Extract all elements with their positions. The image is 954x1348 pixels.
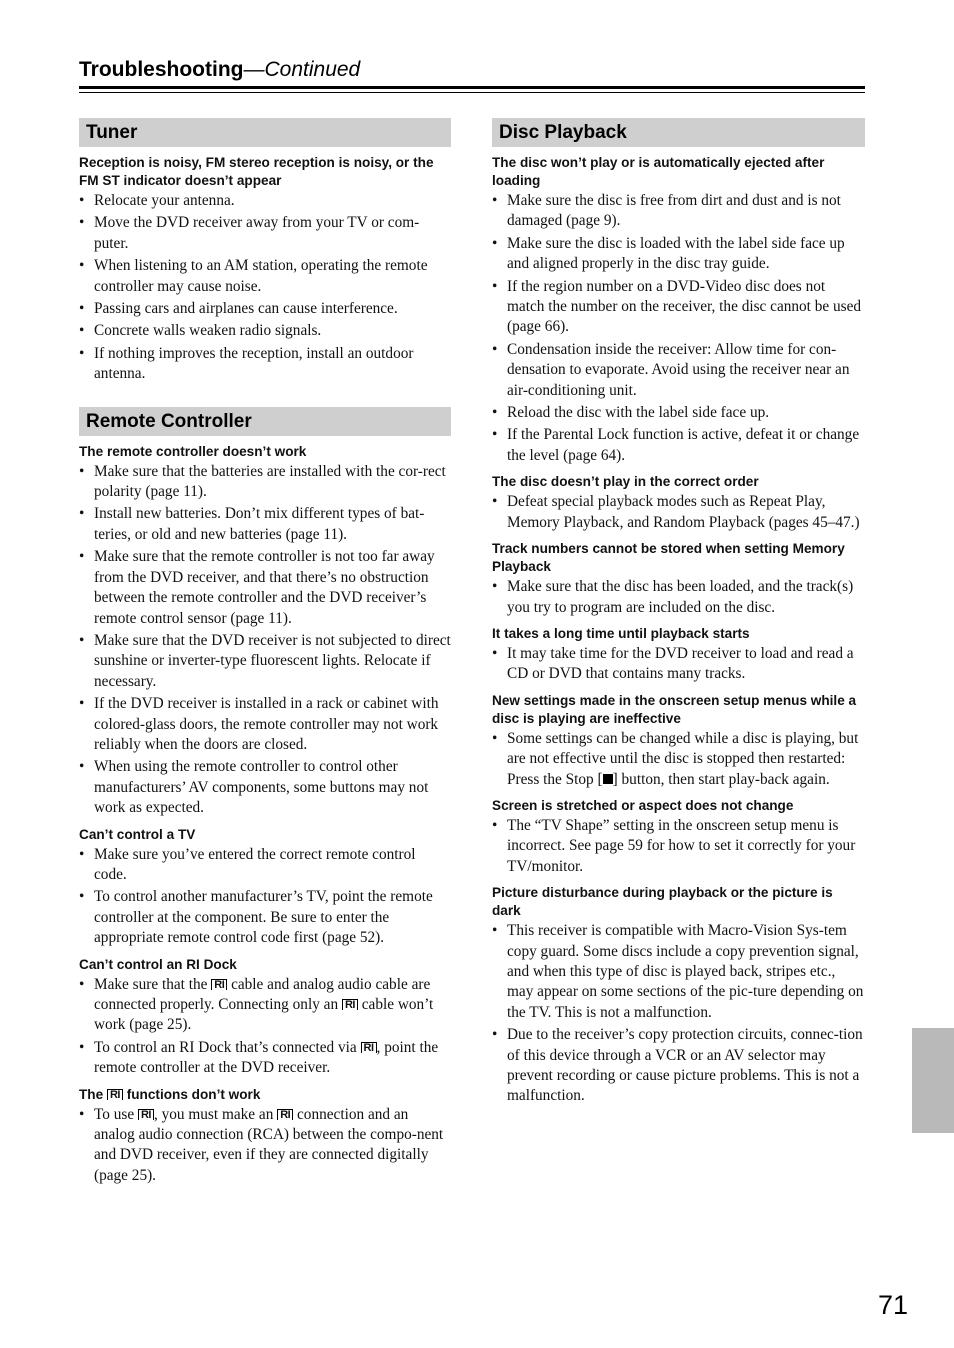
stop-icon [603, 774, 613, 784]
list-item: • Concrete walls weaken radio signals. [79, 321, 451, 341]
list-item: • Make sure that the remote controller is not too far away from the DVD receiver, and that there’s no obstruction between the remote controller and the DVD receiver’s remote control sensor (page 11). [79, 547, 451, 629]
list-item: • Make sure the disc is free from dirt and dust and is not damaged (page 9). [492, 191, 865, 232]
problem-title: Track numbers cannot be stored when setting Memory Playback [492, 541, 845, 575]
solution-list [79, 845, 451, 949]
page-title: Troubleshooting—Continued [79, 58, 361, 81]
list-item: • Move the DVD receiver away from your TV or com-puter. [79, 213, 451, 254]
section-heading-remote-controller: Remote Controller [79, 407, 451, 436]
header-rule-thick [79, 86, 865, 89]
page-number: 71 [878, 1290, 909, 1320]
list-item: • Make sure that the disc has been loaded, and the track(s) you try to program are included on the disc. [492, 577, 865, 618]
list-item: • If the DVD receiver is installed in a rack or cabinet with colored-glass doors, the remote controller may not work reliably when the doors are closed. [79, 694, 451, 755]
section-heading-tuner: Tuner [79, 118, 451, 147]
list-item: • Condensation inside the receiver: Allow time for con-densation to evaporate. Avoid using the receiver near an air-conditioning unit. [492, 340, 865, 401]
list-item: • Due to the receiver’s copy protection circuits, connec-tion of this device through a VCR or an AV selector may prevent recording or cause picture problems. This is not a malfunction. [492, 1025, 865, 1107]
problem-title: Can’t control a TV [79, 826, 196, 842]
list-item: • Make sure the disc is loaded with the label side face up and aligned properly in the disc tray guide. [492, 234, 865, 275]
ri-logo-icon: RI [361, 1042, 377, 1053]
ri-logo-icon: RI [138, 1109, 154, 1120]
list-item: • If the region number on a DVD-Video disc does not match the number on the receiver, the disc cannot be used (page 66). [492, 277, 865, 338]
list-item: • Passing cars and airplanes can cause interference. [79, 299, 451, 319]
right-column [492, 118, 865, 1109]
list-item: • Some settings can be changed while a disc is playing, but are not effective until the disc is stopped then restarted: Press the Stop [ ] button, then start play-back again. [492, 729, 865, 790]
list-item: • To control another manufacturer’s TV, point the remote controller at the component. Be sure to enter the appropriate remote control code first (page 52). [79, 887, 451, 948]
problem-title: The disc won’t play or is automatically ejected after loading [492, 155, 825, 188]
problem-title: New settings made in the onscreen setup menus while a disc is playing are ineffective [492, 692, 857, 726]
section-heading-disc-playback: Disc Playback [492, 118, 865, 147]
list-item: • To use RI , you must make an RI connection and an analog audio connection (RCA) between the compo-nent and DVD receiver, even if they are connected digitally (page 25). [79, 1105, 451, 1187]
list-item: • If nothing improves the reception, install an outdoor antenna. [79, 344, 451, 385]
solution-list [492, 729, 865, 790]
solution-list [492, 644, 865, 685]
list-item: • When listening to an AM station, operating the remote controller may cause noise. [79, 256, 451, 297]
header-rule-thin [79, 92, 865, 93]
problem-title: Reception is noisy, FM stereo reception is noisy, or the FM ST indicator doesn’t appear [79, 155, 434, 188]
ri-logo-icon: RI [107, 1089, 123, 1100]
list-item: • When using the remote controller to control other manufacturers’ AV components, some buttons may not work as expected. [79, 757, 451, 818]
list-item: • To control an RI Dock that’s connected via RI , point the remote controller at the DVD receiver. [79, 1038, 451, 1079]
solution-list [492, 816, 865, 877]
solution-list [79, 1105, 451, 1187]
list-item: • Make sure that the batteries are installed with the cor-rect polarity (page 11). [79, 462, 451, 503]
solution-list [492, 492, 865, 533]
solution-list [79, 975, 451, 1079]
chapter-tab [912, 1028, 954, 1133]
list-item: • Make sure you’ve entered the correct remote control code. [79, 845, 451, 886]
problem-title: The disc doesn’t play in the correct order [492, 474, 759, 490]
problem-title: The remote controller doesn’t work [79, 443, 307, 459]
list-item: • It may take time for the DVD receiver to load and read a CD or DVD that contains many tracks. [492, 644, 865, 685]
list-item: • Install new batteries. Don’t mix different types of bat-teries, or old and new batteries (page 11). [79, 504, 451, 545]
problem-title: It takes a long time until playback starts [492, 625, 750, 641]
solution-list [492, 921, 865, 1107]
list-item: • Make sure that the RI cable and analog audio cable are connected properly. Connecting only an RI cable won’t work (page 25). [79, 975, 451, 1036]
list-item: • Make sure that the DVD receiver is not subjected to direct sunshine or inverter-type fluorescent lights. Relocate if necessary. [79, 631, 451, 692]
solution-list [492, 191, 865, 466]
list-item: • Reload the disc with the label side face up. [492, 403, 865, 423]
problem-title: Picture disturbance during playback or the picture is dark [492, 885, 833, 919]
tuner-group [79, 154, 451, 385]
ri-logo-icon: RI [342, 999, 358, 1010]
list-item: • This receiver is compatible with Macro-Vision Sys-tem copy guard. Some discs include a copy prevention signal, and when this type of disc is played back, stripes etc., may appear on some sections of the pic-ture depending on the TV. This is not a malfunction. [492, 921, 865, 1023]
list-item: • Defeat special playback modes such as Repeat Play, Memory Playback, and Random Playback (pages 45–47.) [492, 492, 865, 533]
list-item: • If the Parental Lock function is active, defeat it or change the level (page 64). [492, 425, 865, 466]
ri-logo-icon: RI [277, 1109, 293, 1120]
page-header [79, 56, 865, 84]
problem-title: Can’t control an RI Dock [79, 956, 237, 972]
list-item: • The “TV Shape” setting in the onscreen setup menu is incorrect. See page 59 for how to set it correctly for your TV/monitor. [492, 816, 865, 877]
solution-list [79, 462, 451, 819]
solution-list [492, 577, 865, 618]
list-item: • Relocate your antenna. [79, 191, 451, 211]
problem-title: Screen is stretched or aspect does not change [492, 797, 794, 813]
ri-logo-icon: RI [211, 979, 227, 990]
solution-list [79, 191, 451, 385]
problem-title: The RI functions don’t work [79, 1086, 261, 1102]
left-column [79, 118, 451, 1188]
